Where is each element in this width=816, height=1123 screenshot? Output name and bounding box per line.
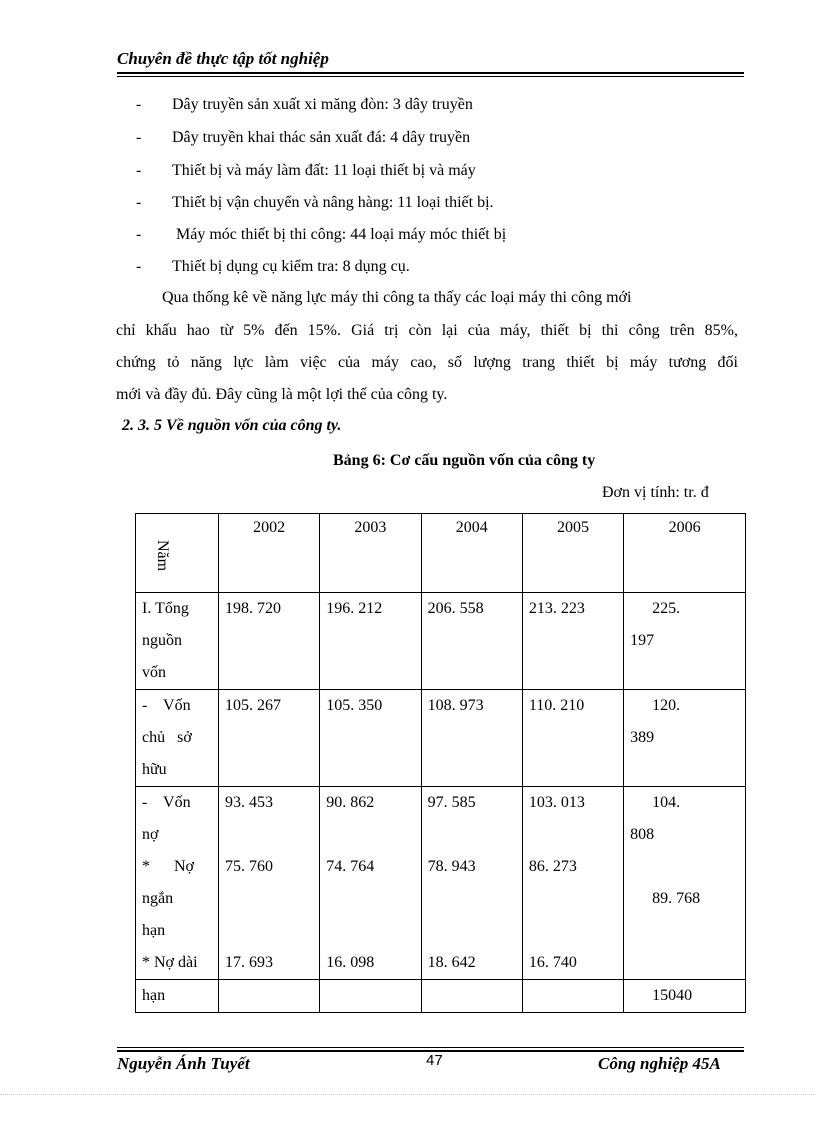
table-cell [320, 787, 421, 980]
year-header: 2005 [522, 514, 623, 593]
year-header: 2004 [421, 514, 522, 593]
cell-line: 18. 642 [427, 954, 476, 971]
row-label-line: * Nợ dài [142, 954, 198, 971]
cell-line: 90. 862 [326, 794, 375, 811]
cell-line: 78. 943 [427, 858, 476, 875]
cell-line: 16. 740 [528, 954, 577, 971]
page-header-title: Chuyên đề thực tập tốt nghiệp [117, 49, 329, 68]
table-cell [522, 787, 623, 980]
table-cell [624, 787, 746, 980]
table-cell [219, 787, 320, 980]
table-cell: 198. 720 [219, 593, 320, 690]
row-label-line: nguồn [142, 632, 182, 649]
header-rule-thin [117, 76, 744, 77]
table-cell: 15040 [624, 980, 746, 1013]
row-label [136, 787, 219, 980]
footer-author: Nguyễn Ánh Tuyết [117, 1054, 250, 1073]
cell-line: 93. 453 [225, 794, 273, 811]
table-cell [522, 980, 623, 1013]
table-cell: 105. 350 [320, 690, 421, 787]
table-cell: 206. 558 [421, 593, 522, 690]
table-cell [624, 690, 746, 787]
year-header: 2006 [624, 514, 746, 593]
cell-line: 86. 273 [528, 858, 577, 875]
row-label-line: chủ sở [142, 729, 192, 746]
bullet-item: Thiết bị vận chuyển và nâng hàng: 11 loại thiết bị. [172, 194, 494, 211]
paragraph-line: mới và đầy đủ. Đây cũng là một lợi thế của công ty. [116, 386, 448, 403]
corner-label: Năm [154, 540, 171, 572]
bullet-marker: - [136, 96, 142, 113]
paragraph-line: chỉ khấu hao từ 5% đến 15%. Giá trị còn lại của máy, thiết bị thi công trên 85%, [116, 322, 738, 339]
cell-line: 103. 013 [528, 794, 585, 811]
cell-line: 808 [630, 826, 655, 843]
table-row [136, 980, 746, 1013]
cell-line: 16. 098 [326, 954, 375, 971]
table-cell: 110. 210 [522, 690, 623, 787]
row-label-line: ngắn [142, 890, 174, 907]
table-cell: 213. 223 [522, 593, 623, 690]
bullet-marker: - [136, 194, 142, 211]
cell-line: 74. 764 [326, 858, 375, 875]
footer-rule-thin [117, 1047, 744, 1048]
row-label-line: - Vốn [142, 794, 191, 811]
table-row [136, 690, 746, 787]
bullet-marker: - [136, 258, 142, 275]
bullet-item: Thiết bị dụng cụ kiểm tra: 8 dụng cụ. [172, 258, 410, 275]
table-cell: 108. 973 [421, 690, 522, 787]
table-cell [624, 593, 746, 690]
table-unit: Đơn vị tính: tr. đ [602, 484, 709, 501]
row-label-line: hạn [142, 922, 166, 939]
cell-line: 17. 693 [225, 954, 273, 971]
row-label [136, 690, 219, 787]
bullet-item: Máy móc thiết bị thi công: 44 loại máy móc thiết bị [176, 226, 507, 243]
cell-line: 104. [652, 794, 681, 811]
row-label-line: hữu [142, 761, 167, 778]
bullet-item: Dây truyền sản xuất xi măng đòn: 3 dây truyền [172, 96, 473, 113]
cell-line: 120. [652, 697, 681, 714]
cell-line: 225. [652, 600, 681, 617]
page-break-line [0, 1094, 816, 1095]
table-row [136, 787, 746, 980]
table-caption: Bảng 6: Cơ cấu nguồn vốn của công ty [333, 452, 596, 469]
row-label-line: - Vốn [142, 697, 191, 714]
row-label [136, 593, 219, 690]
bullet-item: Dây truyền khai thác sản xuất đá: 4 dây truyền [172, 129, 471, 146]
table-cell [421, 787, 522, 980]
row-label-line: * Nợ [142, 858, 195, 875]
row-label-line: nợ [142, 826, 159, 843]
cell-line: 75. 760 [225, 858, 273, 875]
row-label: hạn [136, 980, 219, 1013]
cell-line: 197 [630, 632, 655, 649]
table-cell: 196. 212 [320, 593, 421, 690]
header-rule-thick [117, 72, 744, 74]
paragraph-line: chứng tỏ năng lực làm việc của máy cao, số lượng trang thiết bị máy tương đối [116, 354, 738, 371]
corner-cell [136, 514, 219, 593]
table-cell [219, 980, 320, 1013]
section-heading: 2. 3. 5 Về nguồn vốn của công ty. [122, 417, 342, 434]
page-number: 47 [426, 1052, 443, 1069]
bullet-item: Thiết bị và máy làm đất: 11 loại thiết bị và máy [172, 162, 476, 179]
footer-department: Công nghiệp 45A [598, 1054, 721, 1073]
capital-structure-table [135, 513, 746, 1013]
paragraph-line: Qua thống kê về năng lực máy thi công ta thấy các loại máy thi công mới [162, 289, 632, 306]
cell-line: 389 [630, 729, 655, 746]
row-label-line: I. Tổng [142, 600, 189, 617]
cell-line: 89. 768 [652, 890, 701, 907]
year-header: 2003 [320, 514, 421, 593]
year-header: 2002 [219, 514, 320, 593]
bullet-marker: - [136, 226, 142, 243]
row-label-line: vốn [142, 664, 166, 681]
table-header-row [136, 514, 746, 593]
table-cell: 105. 267 [219, 690, 320, 787]
bullet-marker: - [136, 129, 142, 146]
table-row [136, 593, 746, 690]
table-cell [421, 980, 522, 1013]
cell-line: 97. 585 [427, 794, 476, 811]
bullet-marker: - [136, 162, 142, 179]
table-cell [320, 980, 421, 1013]
